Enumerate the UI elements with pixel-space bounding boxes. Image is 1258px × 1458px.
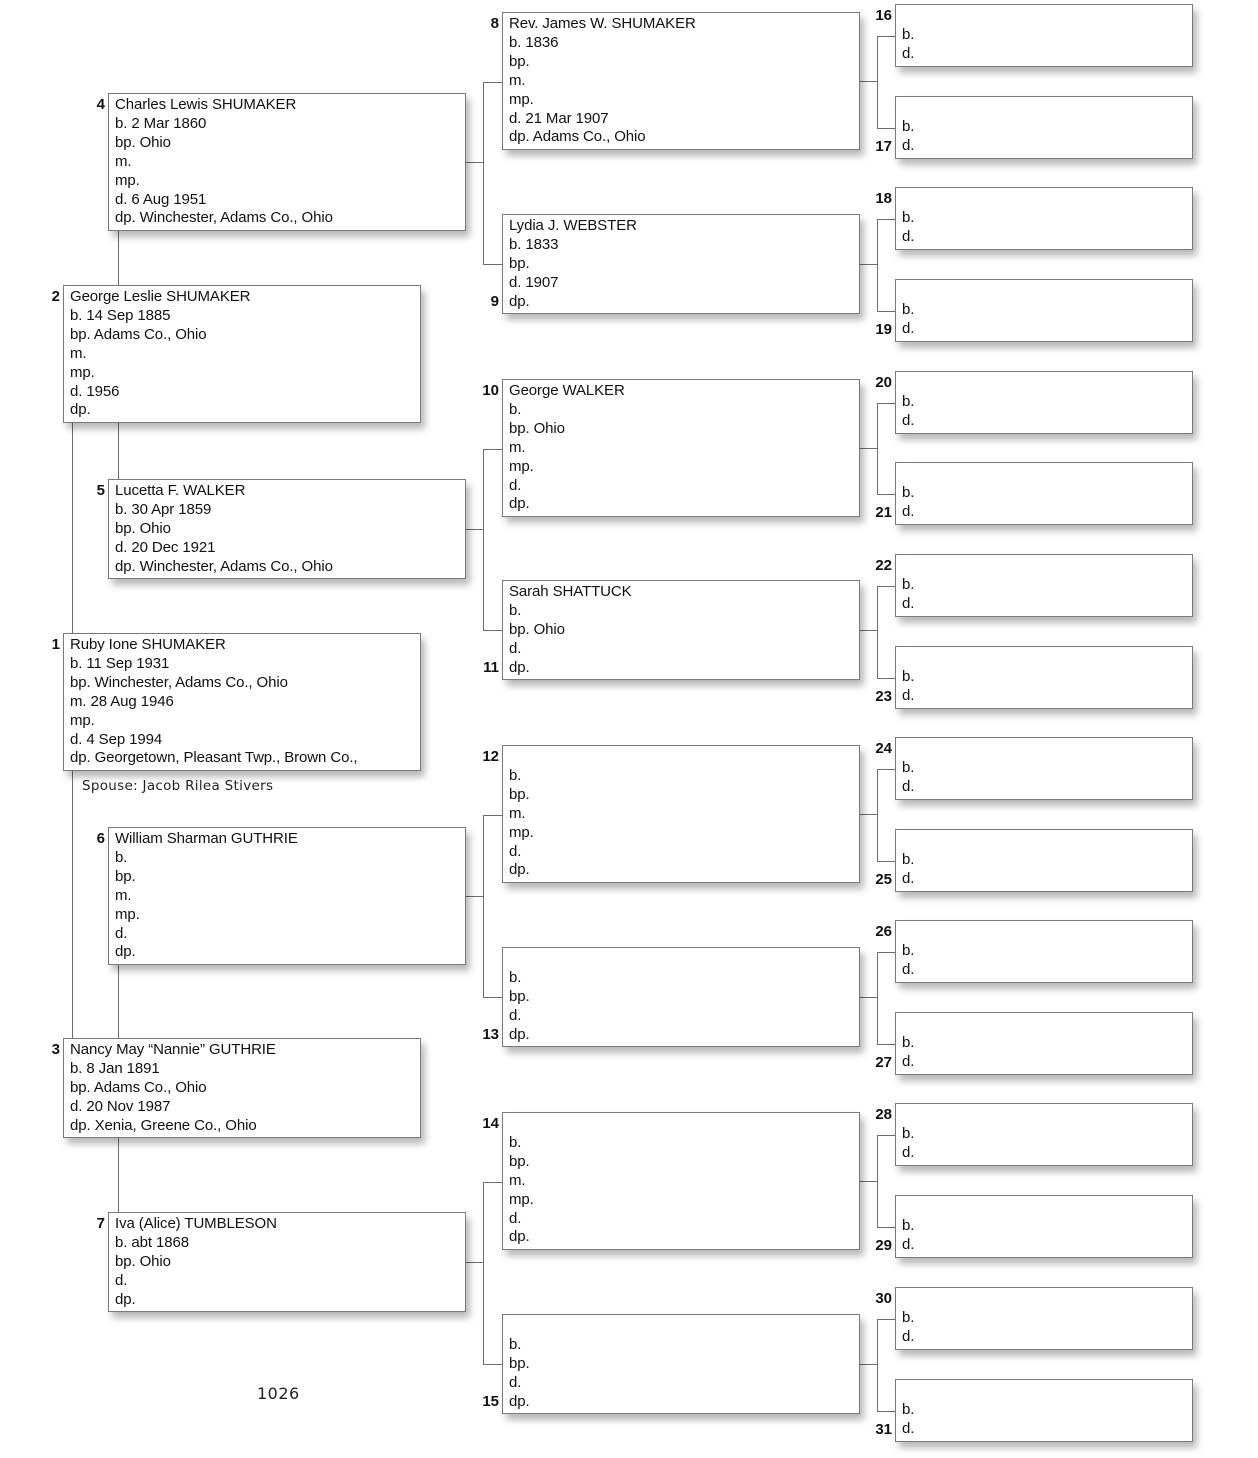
- person-box-21[interactable]: [895, 462, 1193, 525]
- person-field: b.: [902, 575, 915, 593]
- person-name: [902, 465, 1192, 484]
- person-field: dp.: [115, 943, 136, 961]
- person-field: m.: [70, 344, 87, 362]
- person-field: d.: [902, 411, 915, 429]
- ahnentafel-number: 31: [875, 1421, 892, 1438]
- person-field: d.: [509, 1373, 522, 1391]
- person-name: [902, 1106, 1192, 1125]
- person-field: d. 1907: [509, 273, 559, 291]
- connector-line: [877, 1411, 895, 1412]
- person-field: bp.: [509, 52, 530, 70]
- connector-line: [877, 1319, 878, 1412]
- ahnentafel-number: 17: [875, 138, 892, 155]
- connector-line: [483, 815, 484, 998]
- ahnentafel-number: 6: [96, 830, 105, 847]
- person-box-15[interactable]: [502, 1314, 860, 1414]
- person-box-14[interactable]: [502, 1112, 860, 1250]
- ahnentafel-number: 12: [482, 748, 499, 765]
- person-name: William Sharman GUTHRIE: [115, 830, 298, 847]
- person-field: bp. Ohio: [115, 519, 171, 537]
- person-field: d.: [902, 1235, 915, 1253]
- person-field: d.: [902, 44, 915, 62]
- person-box-12[interactable]: [502, 745, 860, 883]
- person-field: m.: [509, 1171, 526, 1189]
- person-field: bp. Adams Co., Ohio: [70, 1078, 207, 1096]
- person-field: b.: [902, 1400, 915, 1418]
- person-field: mp.: [115, 171, 140, 189]
- ahnentafel-number: 9: [490, 293, 499, 310]
- person-box-17[interactable]: [895, 96, 1193, 159]
- connector-line: [877, 219, 878, 312]
- person-field: b.: [509, 601, 522, 619]
- connector-line: [118, 423, 119, 479]
- person-name: [902, 282, 1192, 301]
- connector-line: [877, 311, 895, 312]
- ahnentafel-number: 19: [875, 321, 892, 338]
- connector-line: [877, 1135, 878, 1228]
- person-field: b. 30 Apr 1859: [115, 500, 212, 518]
- person-box-16[interactable]: [895, 4, 1193, 67]
- ahnentafel-number: 14: [482, 1115, 499, 1132]
- person-field: b.: [902, 392, 915, 410]
- person-name: Lydia J. WEBSTER: [509, 217, 637, 234]
- person-field: d.: [509, 476, 522, 494]
- person-field: m.: [509, 438, 526, 456]
- person-field: bp. Ohio: [509, 419, 565, 437]
- person-field: b.: [509, 400, 522, 418]
- person-box-19[interactable]: [895, 279, 1193, 342]
- person-field: d.: [902, 502, 915, 520]
- person-box-10[interactable]: [502, 379, 860, 517]
- person-name: [902, 7, 1192, 26]
- ahnentafel-number: 1: [51, 636, 60, 653]
- connector-line: [118, 1138, 119, 1212]
- spouse-note: Spouse: Jacob Rilea Stivers: [82, 778, 274, 794]
- person-box-11[interactable]: [502, 580, 860, 680]
- person-field: b. 1836: [509, 33, 559, 51]
- person-field: dp.: [509, 1392, 530, 1410]
- person-field: d. 1956: [70, 382, 120, 400]
- connector-line: [483, 630, 502, 631]
- person-field: bp.: [509, 987, 530, 1005]
- person-field: d.: [902, 960, 915, 978]
- person-box-29[interactable]: [895, 1195, 1193, 1258]
- person-field: b.: [902, 117, 915, 135]
- person-field: d.: [902, 1052, 915, 1070]
- connector-line: [483, 997, 502, 998]
- person-field: b.: [902, 300, 915, 318]
- person-field: b.: [902, 208, 915, 226]
- person-field: dp.: [509, 292, 530, 310]
- connector-line: [466, 529, 483, 530]
- person-field: b.: [902, 25, 915, 43]
- connector-line: [118, 965, 119, 1038]
- connector-line: [118, 231, 119, 285]
- person-field: dp.: [509, 861, 530, 879]
- connector-line: [483, 815, 502, 816]
- person-name: [902, 832, 1192, 851]
- person-field: dp. Adams Co., Ohio: [509, 128, 646, 146]
- person-name: Iva (Alice) TUMBLESON: [115, 1215, 277, 1232]
- ahnentafel-number: 21: [875, 504, 892, 521]
- person-field: bp.: [509, 1152, 530, 1170]
- connector-line: [877, 952, 895, 953]
- person-field: d.: [509, 1006, 522, 1024]
- connector-line: [483, 82, 502, 83]
- person-field: d.: [509, 1209, 522, 1227]
- person-box-2[interactable]: [63, 285, 421, 423]
- person-field: bp. Ohio: [115, 133, 171, 151]
- person-name: [902, 923, 1192, 942]
- person-field: b. 11 Sep 1931: [70, 654, 170, 672]
- person-field: bp.: [509, 1354, 530, 1372]
- person-name: [902, 1015, 1192, 1034]
- person-field: d. 21 Mar 1907: [509, 109, 609, 127]
- person-field: mp.: [509, 823, 534, 841]
- person-field: d.: [902, 686, 915, 704]
- person-field: d. 4 Sep 1994: [70, 730, 163, 748]
- connector-line: [483, 1182, 502, 1183]
- person-box-20[interactable]: [895, 371, 1193, 434]
- person-name: [509, 950, 859, 969]
- person-field: b.: [902, 758, 915, 776]
- person-box-1[interactable]: [63, 633, 421, 771]
- person-field: dp.: [115, 1290, 136, 1308]
- person-field: b.: [509, 1133, 522, 1151]
- connector-line: [483, 264, 502, 265]
- ahnentafel-number: 27: [875, 1054, 892, 1071]
- connector-line: [877, 952, 878, 1045]
- person-box-7[interactable]: [108, 1212, 466, 1312]
- person-field: d.: [509, 639, 522, 657]
- person-field: m.: [509, 804, 526, 822]
- ahnentafel-number: 16: [875, 7, 892, 24]
- connector-line: [877, 1319, 895, 1320]
- ahnentafel-number: 20: [875, 374, 892, 391]
- person-field: bp.: [509, 254, 530, 272]
- connector-line: [877, 403, 878, 495]
- ahnentafel-number: 13: [482, 1026, 499, 1043]
- person-name: George WALKER: [509, 382, 625, 399]
- person-field: d. 20 Dec 1921: [115, 538, 216, 556]
- person-box-9[interactable]: [502, 214, 860, 314]
- connector-line: [466, 896, 483, 897]
- person-name: [902, 1290, 1192, 1309]
- page-number: 1026: [257, 1384, 300, 1403]
- person-field: dp.: [509, 495, 530, 513]
- person-name: [902, 190, 1192, 209]
- connector-line: [877, 678, 895, 679]
- ahnentafel-number: 28: [875, 1106, 892, 1123]
- person-field: b.: [902, 1033, 915, 1051]
- ahnentafel-number: 23: [875, 688, 892, 705]
- connector-line: [860, 997, 877, 998]
- person-field: b. abt 1868: [115, 1233, 189, 1251]
- connector-line: [483, 1182, 484, 1365]
- person-field: b.: [902, 1124, 915, 1142]
- person-box-30[interactable]: [895, 1287, 1193, 1350]
- person-field: d.: [902, 869, 915, 887]
- person-field: b.: [902, 1308, 915, 1326]
- person-field: dp.: [509, 1025, 530, 1043]
- person-field: mp.: [509, 1190, 534, 1208]
- person-field: d.: [902, 1327, 915, 1345]
- connector-line: [72, 771, 73, 1038]
- person-field: d.: [902, 227, 915, 245]
- ahnentafel-number: 26: [875, 923, 892, 940]
- connector-line: [877, 219, 895, 220]
- ahnentafel-number: 3: [51, 1041, 60, 1058]
- ahnentafel-number: 8: [490, 15, 499, 32]
- person-box-25[interactable]: [895, 829, 1193, 892]
- connector-line: [860, 81, 877, 82]
- ahnentafel-number: 2: [51, 288, 60, 305]
- connector-line: [877, 128, 895, 129]
- person-field: b.: [115, 848, 128, 866]
- person-box-23[interactable]: [895, 646, 1193, 709]
- connector-line: [483, 1364, 502, 1365]
- person-field: b. 14 Sep 1885: [70, 306, 171, 324]
- ahnentafel-number: 25: [875, 871, 892, 888]
- ahnentafel-number: 22: [875, 557, 892, 574]
- connector-line: [877, 1227, 895, 1228]
- person-field: dp.: [70, 401, 91, 419]
- person-field: bp. Winchester, Adams Co., Ohio: [70, 673, 288, 691]
- ahnentafel-number: 5: [96, 482, 105, 499]
- person-field: b. 2 Mar 1860: [115, 114, 207, 132]
- person-field: dp. Georgetown, Pleasant Twp., Brown Co.,: [70, 749, 358, 767]
- person-name: Ruby Ione SHUMAKER: [70, 636, 226, 653]
- person-field: m.: [509, 71, 526, 89]
- connector-line: [483, 449, 484, 631]
- person-field: bp.: [115, 867, 136, 885]
- person-field: bp. Ohio: [509, 620, 565, 638]
- person-box-6[interactable]: [108, 827, 466, 965]
- person-box-28[interactable]: [895, 1103, 1193, 1166]
- person-name: [902, 557, 1192, 576]
- connector-line: [860, 1181, 877, 1182]
- person-box-4[interactable]: [108, 93, 466, 231]
- connector-line: [860, 264, 877, 265]
- connector-line: [860, 448, 877, 449]
- ahnentafel-number: 15: [482, 1393, 499, 1410]
- person-name: [902, 99, 1192, 118]
- connector-line: [877, 586, 878, 679]
- person-field: mp.: [70, 363, 95, 381]
- person-box-5[interactable]: [108, 479, 466, 579]
- connector-line: [877, 36, 878, 129]
- connector-line: [860, 814, 877, 815]
- person-field: d.: [115, 924, 128, 942]
- person-field: dp. Winchester, Adams Co., Ohio: [115, 209, 333, 227]
- connector-line: [877, 769, 878, 862]
- ahnentafel-number: 24: [875, 740, 892, 757]
- connector-line: [877, 1135, 895, 1136]
- person-name: [902, 1382, 1192, 1401]
- person-field: b.: [902, 483, 915, 501]
- person-name: George Leslie SHUMAKER: [70, 288, 251, 305]
- person-field: dp. Xenia, Greene Co., Ohio: [70, 1116, 257, 1134]
- connector-line: [860, 1364, 877, 1365]
- ahnentafel-number: 18: [875, 190, 892, 207]
- ahnentafel-number: 30: [875, 1290, 892, 1307]
- person-name: Sarah SHATTUCK: [509, 583, 632, 600]
- person-field: m. 28 Aug 1946: [70, 692, 174, 710]
- person-name: Lucetta F. WALKER: [115, 482, 246, 499]
- person-box-18[interactable]: [895, 187, 1193, 250]
- person-box-31[interactable]: [895, 1379, 1193, 1442]
- person-field: bp. Adams Co., Ohio: [70, 325, 207, 343]
- person-field: d.: [902, 136, 915, 154]
- person-field: d.: [902, 1143, 915, 1161]
- ahnentafel-number: 10: [482, 382, 499, 399]
- person-field: mp.: [115, 905, 140, 923]
- person-box-3[interactable]: [63, 1038, 421, 1138]
- connector-line: [877, 769, 895, 770]
- person-field: b.: [902, 667, 915, 685]
- person-field: d.: [902, 594, 915, 612]
- person-box-27[interactable]: [895, 1012, 1193, 1075]
- person-field: d.: [902, 319, 915, 337]
- connector-line: [877, 1044, 895, 1045]
- person-name: [902, 649, 1192, 668]
- person-name: [902, 374, 1192, 393]
- person-name: Rev. James W. SHUMAKER: [509, 15, 696, 32]
- connector-line: [877, 36, 895, 37]
- person-field: b.: [509, 766, 522, 784]
- person-field: d. 20 Nov 1987: [70, 1097, 171, 1115]
- person-name: Charles Lewis SHUMAKER: [115, 96, 297, 113]
- person-name: Nancy May “Nannie” GUTHRIE: [70, 1041, 276, 1058]
- person-field: b.: [902, 1216, 915, 1234]
- connector-line: [877, 586, 895, 587]
- person-box-26[interactable]: [895, 920, 1193, 983]
- person-name: [509, 1115, 859, 1134]
- person-field: b.: [509, 968, 522, 986]
- person-field: d.: [902, 777, 915, 795]
- person-field: d.: [902, 1419, 915, 1437]
- connector-line: [466, 162, 483, 163]
- connector-line: [483, 82, 484, 265]
- person-field: b. 8 Jan 1891: [70, 1059, 160, 1077]
- person-field: b.: [902, 850, 915, 868]
- connector-line: [72, 423, 73, 633]
- person-field: b.: [902, 941, 915, 959]
- connector-line: [466, 1262, 483, 1263]
- person-field: m.: [115, 886, 132, 904]
- connector-line: [483, 449, 502, 450]
- person-field: mp.: [509, 90, 534, 108]
- person-box-24[interactable]: [895, 737, 1193, 800]
- connector-line: [877, 861, 895, 862]
- person-name: [509, 1317, 859, 1336]
- person-field: dp.: [509, 1228, 530, 1246]
- person-field: mp.: [509, 457, 534, 475]
- person-field: dp. Winchester, Adams Co., Ohio: [115, 557, 333, 575]
- person-field: dp.: [509, 658, 530, 676]
- person-field: b.: [509, 1335, 522, 1353]
- ahnentafel-number: 29: [875, 1237, 892, 1254]
- connector-line: [860, 630, 877, 631]
- person-name: [902, 1198, 1192, 1217]
- person-name: [902, 740, 1192, 759]
- ahnentafel-number: 11: [483, 659, 499, 676]
- ahnentafel-number: 7: [96, 1215, 105, 1232]
- connector-line: [877, 403, 895, 404]
- person-field: d.: [509, 842, 522, 860]
- person-field: b. 1833: [509, 235, 559, 253]
- person-field: d. 6 Aug 1951: [115, 190, 207, 208]
- ahnentafel-number: 4: [96, 96, 105, 113]
- person-box-22[interactable]: [895, 554, 1193, 617]
- person-field: bp.: [509, 785, 530, 803]
- person-field: d.: [115, 1271, 128, 1289]
- person-box-8[interactable]: [502, 12, 860, 150]
- person-field: bp. Ohio: [115, 1252, 171, 1270]
- person-field: mp.: [70, 711, 95, 729]
- person-box-13[interactable]: [502, 947, 860, 1047]
- person-field: m.: [115, 152, 132, 170]
- person-name: [509, 748, 859, 767]
- connector-line: [877, 494, 895, 495]
